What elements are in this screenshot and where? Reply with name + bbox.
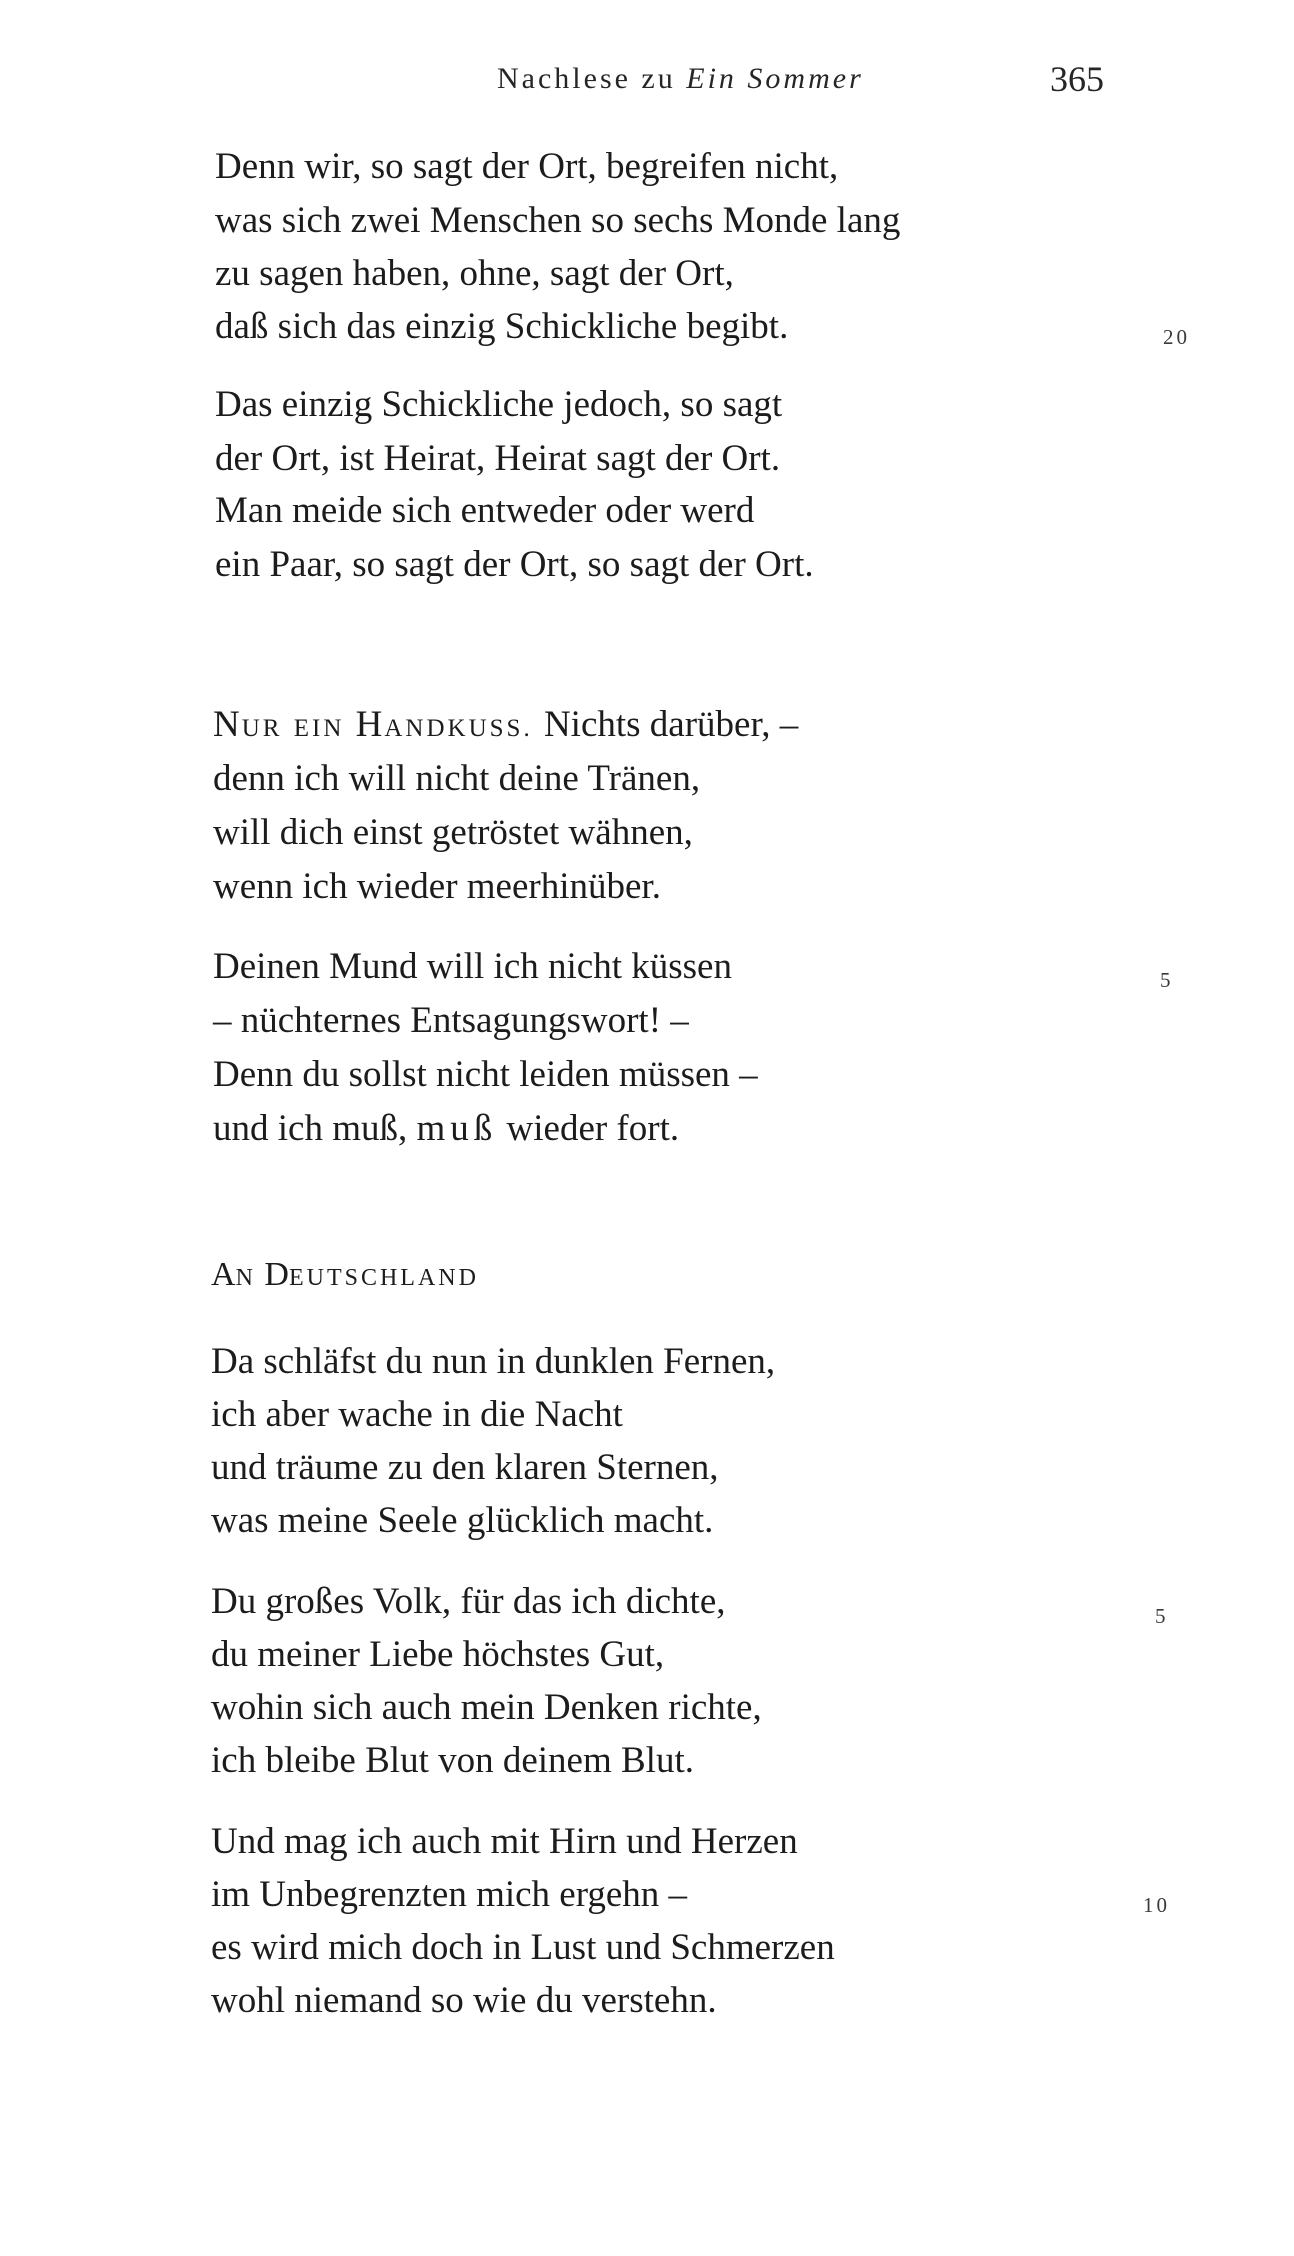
running-title-prefix: Nachlese zu xyxy=(497,62,676,95)
poem-line: und träume zu den klaren Sternen, xyxy=(211,1447,719,1488)
poem-line: was sich zwei Menschen so sechs Monde lang xyxy=(215,200,901,241)
poem-title-cap: H xyxy=(355,704,385,745)
poem-line: zu sagen haben, ohne, sagt der Ort, xyxy=(215,253,734,294)
poem-line: will dich einst getröstet wähnen, xyxy=(213,812,693,853)
line-number: 5 xyxy=(1155,1604,1169,1628)
poem-line: wohin sich auch mein Denken richte, xyxy=(211,1687,762,1728)
poem-line: es wird mich doch in Lust und Schmerzen xyxy=(211,1927,835,1968)
poem-line: – nüchternes Entsagungswort! – xyxy=(213,1000,689,1041)
poem-line-rest: Nichts darüber, – xyxy=(543,704,799,745)
poem-title xyxy=(211,1256,479,1294)
poem-text-spaced: muß xyxy=(416,1108,498,1149)
poem-line: ich aber wache in die Nacht xyxy=(211,1394,623,1435)
poem-line: wenn ich wieder meerhinüber. xyxy=(213,866,661,907)
poem-title-line xyxy=(213,700,798,754)
poem-line: du meiner Liebe höchstes Gut, xyxy=(211,1634,665,1675)
poem-title-smallcaps: EUTSCHLAND xyxy=(288,1265,479,1291)
page-number: 365 xyxy=(1050,59,1104,99)
poem-line: Man meide sich entweder oder werd xyxy=(215,490,755,531)
poem-title-cap: N xyxy=(213,704,242,745)
poem-title-smallcaps: N xyxy=(235,1265,256,1291)
line-number: 5 xyxy=(1160,968,1174,992)
poem-line: Da schläfst du nun in dunklen Fernen, xyxy=(211,1341,776,1382)
poem-title-cap: D xyxy=(264,1256,289,1293)
poem-line: was meine Seele glücklich macht. xyxy=(211,1500,714,1541)
poem-line: Das einzig Schickliche jedoch, so sagt xyxy=(215,384,783,425)
poem-line: ich bleibe Blut von deinem Blut. xyxy=(211,1740,694,1781)
poem-line: Du großes Volk, für das ich dichte, xyxy=(211,1581,726,1622)
poem-line: Denn du sollst nicht leiden müssen – xyxy=(213,1054,758,1095)
poem-line: Denn wir, so sagt der Ort, begreifen nicht, xyxy=(215,146,839,187)
poem-line: Deinen Mund will ich nicht küssen xyxy=(213,946,732,987)
poem-text: wieder fort. xyxy=(506,1108,680,1149)
line-number: 10 xyxy=(1143,1893,1170,1917)
poem-line: ein Paar, so sagt der Ort, so sagt der Ort. xyxy=(215,544,814,585)
running-head xyxy=(497,62,864,96)
poem-line: denn ich will nicht deine Tränen, xyxy=(213,758,701,799)
poem-line: Und mag ich auch mit Hirn und Herzen xyxy=(211,1821,798,1862)
poem-line: der Ort, ist Heirat, Heirat sagt der Ort. xyxy=(215,438,781,479)
poem-title-cap: A xyxy=(211,1256,236,1293)
running-title-work: Ein Sommer xyxy=(686,62,864,95)
poem-line xyxy=(213,1104,679,1154)
poem-title-smallcaps: UR xyxy=(241,715,283,742)
poem-line: im Unbegrenzten mich ergehn – xyxy=(211,1874,688,1915)
poem-title-smallcaps: EIN xyxy=(293,715,345,742)
poem-title-smallcaps: ANDKUSS. xyxy=(384,715,533,742)
poem-line: wohl niemand so wie du verstehn. xyxy=(211,1980,717,2021)
poem-text: und ich muß, xyxy=(213,1108,408,1149)
line-number: 20 xyxy=(1163,325,1190,349)
poem-line: daß sich das einzig Schickliche begibt. xyxy=(215,306,789,347)
